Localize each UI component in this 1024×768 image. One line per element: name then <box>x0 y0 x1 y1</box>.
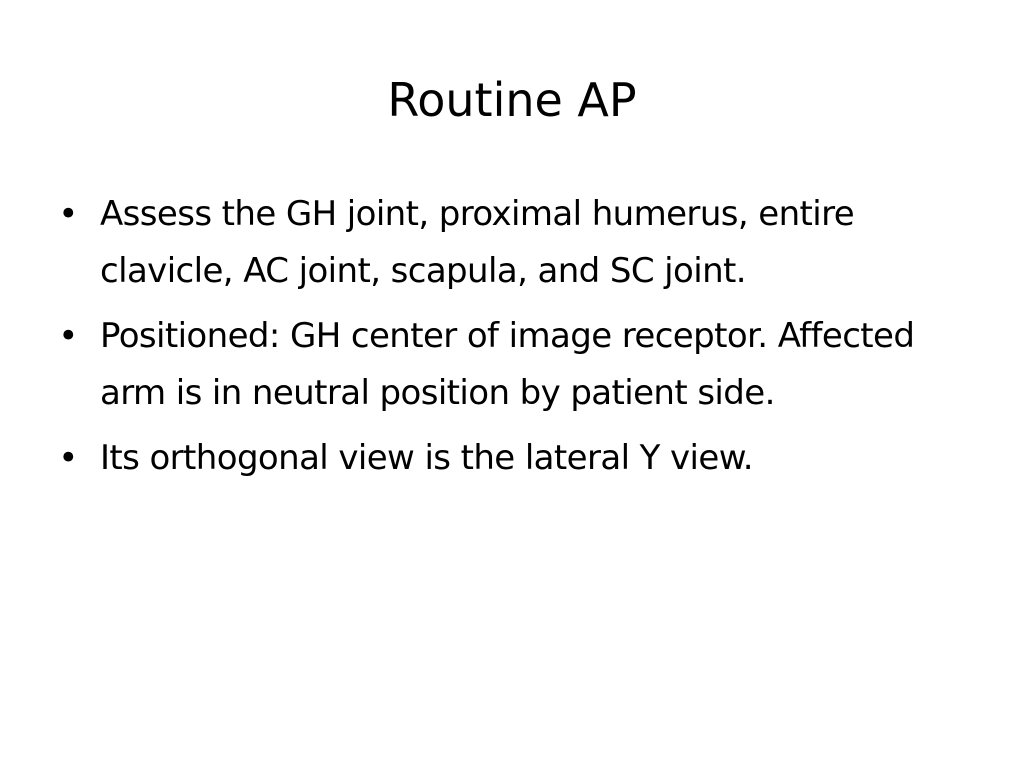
bullet-item <box>56 186 976 300</box>
bullet-text: Assess the GH joint, proximal humerus, entire clavicle, AC joint, scapula, and SC joint. <box>100 194 855 291</box>
bullet-item <box>56 308 976 422</box>
bullet-text: Positioned: GH center of image receptor. Affected arm is in neutral position by patient side. <box>100 316 915 413</box>
slide-title: Routine AP <box>387 73 637 127</box>
bullet-icon: • <box>58 316 78 356</box>
bullet-icon: • <box>58 194 78 234</box>
bullet-item <box>56 430 976 487</box>
bullet-icon: • <box>58 438 78 478</box>
bullet-list <box>56 186 976 495</box>
bullet-text: Its orthogonal view is the lateral Y view. <box>100 438 753 478</box>
